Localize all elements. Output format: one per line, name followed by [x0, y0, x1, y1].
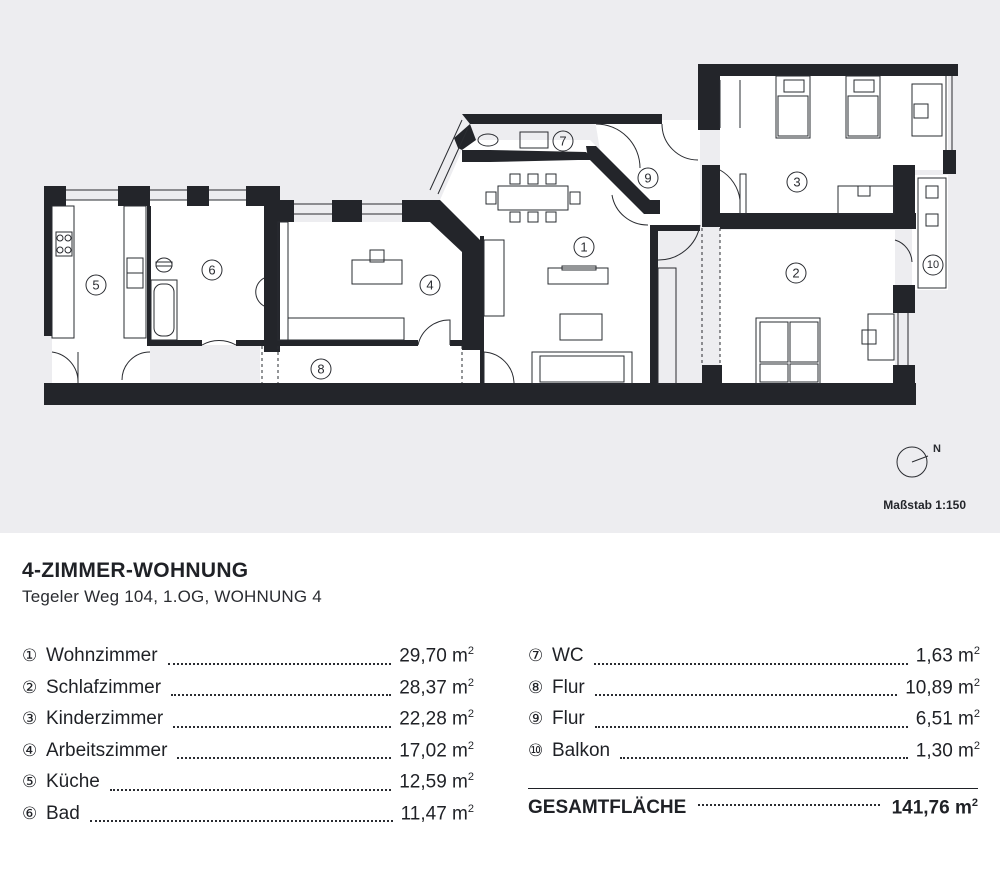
room-row: [22, 740, 474, 772]
apartment-address: Tegeler Weg 104, 1.OG, WOHNUNG 4: [22, 587, 322, 606]
room-marker-label: 8: [317, 361, 325, 377]
room-marker-label: 6: [208, 262, 216, 278]
room-area: 29,70 $m^2$: [399, 645, 474, 667]
room-row: [528, 645, 980, 677]
room-row: [22, 645, 474, 677]
leader-dots: [173, 726, 391, 728]
room-area: 11,47 $m^2$: [400, 802, 474, 824]
compass-north-letter: N: [933, 443, 941, 455]
room-number: ⑩: [528, 740, 544, 760]
leader-dots: [177, 757, 391, 759]
room-area: 28,37 $m^2$: [399, 676, 474, 698]
leader-dots: [698, 804, 879, 806]
room-name: Balkon: [552, 739, 611, 761]
room-marker-label: 7: [559, 133, 567, 149]
room-area: 12,59 $m^2$: [399, 771, 474, 793]
room-name: Bad: [46, 802, 80, 824]
room-marker-label: 5: [92, 277, 100, 293]
room-area: 6,51 $m^2$: [915, 708, 980, 730]
room-list-right: [528, 645, 980, 771]
room-number: ⑥: [22, 803, 38, 823]
room-name: WC: [552, 645, 584, 667]
room-area: 1,30 $m^2$: [915, 739, 980, 761]
room-name: Arbeitszimmer: [46, 739, 168, 761]
room-number: ③: [22, 709, 38, 729]
room-marker-label: 10: [926, 259, 940, 271]
total-area-row: [528, 797, 978, 819]
leader-dots: [110, 789, 391, 791]
room-name: Flur: [552, 708, 585, 730]
room-marker-label: 2: [792, 265, 800, 281]
room-row: [22, 708, 474, 740]
room-number: ⑧: [528, 677, 544, 697]
leader-dots: [595, 694, 897, 696]
room-number: ④: [22, 740, 38, 760]
room-area: 10,89 $m^2$: [905, 676, 980, 698]
room-name: Flur: [552, 676, 585, 698]
room-name: Wohnzimmer: [46, 645, 158, 667]
apartment-title: 4-ZIMMER-WOHNUNG: [22, 559, 249, 582]
leader-dots: [594, 663, 908, 665]
room-name: Kinderzimmer: [46, 708, 164, 730]
room-list-left: [22, 645, 474, 834]
room-row: [528, 708, 980, 740]
leader-dots: [90, 820, 393, 822]
total-value: 141,76 $m^2$: [891, 797, 978, 819]
room-name: Küche: [46, 771, 100, 793]
room-number: ⑨: [528, 709, 544, 729]
room-number: ①: [22, 646, 38, 666]
apartment-info: [0, 533, 1000, 889]
room-name: Schlafzimmer: [46, 676, 162, 698]
room-area: 1,63 $m^2$: [915, 645, 980, 667]
total-divider: [528, 788, 978, 789]
room-area: 17,02 $m^2$: [399, 739, 474, 761]
scale-label: Maßstab 1:150: [883, 498, 966, 512]
room-row: [22, 677, 474, 709]
leader-dots: [595, 726, 908, 728]
room-row: [528, 740, 980, 772]
leader-dots: [620, 757, 908, 759]
room-marker-label: 4: [426, 277, 434, 293]
leader-dots: [171, 694, 391, 696]
room-row: [22, 803, 474, 835]
room-marker-label: 1: [580, 239, 588, 255]
room-row: [528, 677, 980, 709]
room-row: [22, 771, 474, 803]
total-label: GESAMTFLÄCHE: [528, 797, 687, 819]
room-marker-label: 3: [793, 174, 801, 190]
room-marker-label: 9: [644, 170, 652, 186]
leader-dots: [168, 663, 392, 665]
room-area: 22,28 $m^2$: [399, 708, 474, 730]
room-number: ⑦: [528, 646, 544, 666]
room-number: ⑤: [22, 772, 38, 792]
compass: [897, 443, 941, 477]
room-number: ②: [22, 677, 38, 697]
